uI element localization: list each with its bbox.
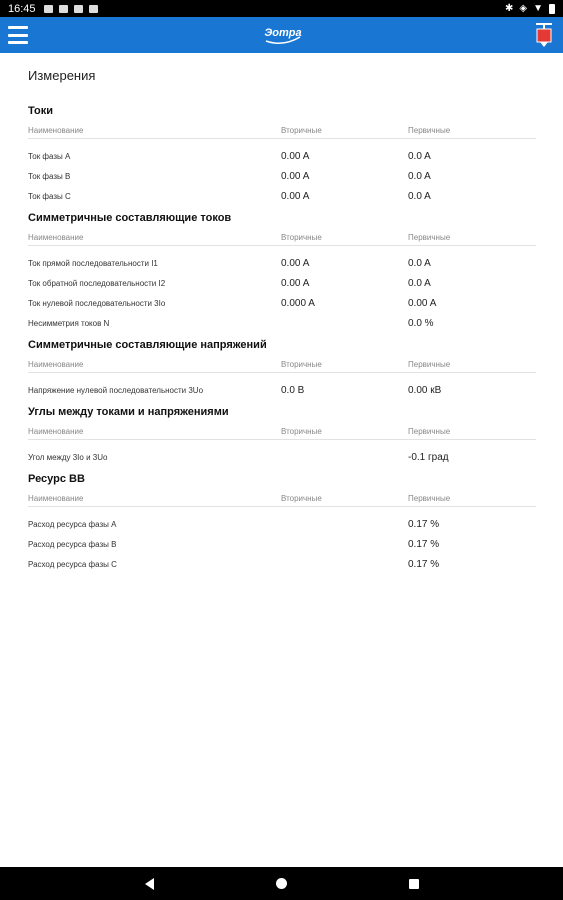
section-breaker-resource (28, 473, 535, 574)
row-primary: 0.17 % (408, 558, 440, 570)
section-title: Ресурс ВВ (28, 473, 85, 485)
table-header (28, 357, 536, 373)
section-current-symmetrical-components (28, 212, 535, 333)
row-primary: 0.17 % (408, 538, 440, 550)
row-secondary: 0.00 A (281, 170, 310, 182)
notification-icon (89, 5, 98, 13)
row-secondary: 0.000 A (281, 297, 315, 309)
col-primary-header: Первичные (408, 233, 451, 242)
col-secondary-header: Вторичные (281, 360, 322, 369)
app-logo (264, 25, 302, 45)
table-header (28, 424, 536, 440)
col-secondary-header: Вторичные (281, 233, 322, 242)
table-row (28, 293, 536, 313)
device-icon[interactable] (535, 21, 553, 49)
row-name: Ток обратной последовательности I2 (28, 278, 166, 288)
section-voltage-symmetrical-components (28, 339, 535, 400)
row-primary: 0.0 A (408, 190, 431, 202)
row-primary: 0.17 % (408, 518, 440, 530)
row-primary: 0.0 A (408, 277, 431, 289)
table-header (28, 230, 536, 246)
row-primary: 0.0 % (408, 317, 434, 329)
bluetooth-icon: ✱ (505, 3, 514, 14)
row-name: Напряжение нулевой последовательности 3Uo (28, 385, 204, 395)
row-name: Ток фазы A (28, 151, 71, 161)
notification-icon (74, 5, 83, 13)
status-time: 16:45 (8, 2, 36, 15)
page-title: Измерения (28, 68, 96, 83)
col-secondary-header: Вторичные (281, 494, 322, 503)
row-name: Ток фазы B (28, 171, 71, 181)
table-row (28, 534, 536, 554)
row-primary: 0.00 A (408, 297, 437, 309)
vibrate-icon: ◈ (519, 3, 528, 14)
measurements-page (0, 53, 563, 867)
status-icons (505, 3, 555, 14)
row-name: Угол между 3Io и 3Uo (28, 452, 108, 462)
row-primary: 0.0 A (408, 170, 431, 182)
row-secondary: 0.00 A (281, 257, 310, 269)
col-name-header: Наименование (28, 233, 84, 242)
home-icon[interactable] (276, 878, 287, 889)
logo-text: Эотра (264, 27, 302, 39)
col-primary-header: Первичные (408, 126, 451, 135)
section-title: Симметричные составляющие напряжений (28, 339, 267, 351)
row-name: Ток фазы C (28, 191, 71, 201)
table-header (28, 123, 536, 139)
table-row (28, 186, 536, 206)
col-primary-header: Первичные (408, 494, 451, 503)
table-row (28, 313, 536, 333)
row-primary: -0.1 град (408, 451, 449, 463)
table-row (28, 514, 536, 534)
row-secondary: 0.00 A (281, 190, 310, 202)
table-row (28, 253, 536, 273)
section-currents (28, 105, 535, 206)
row-primary: 0.0 A (408, 150, 431, 162)
section-title: Симметричные составляющие токов (28, 212, 232, 224)
row-name: Ток прямой последовательности I1 (28, 258, 158, 268)
row-secondary: 0.00 A (281, 150, 310, 162)
row-secondary: 0.0 B (281, 384, 305, 396)
row-name: Несимметрия токов N (28, 318, 110, 328)
table-row (28, 380, 536, 400)
col-name-header: Наименование (28, 126, 84, 135)
col-primary-header: Первичные (408, 427, 451, 436)
col-secondary-header: Вторичные (281, 427, 322, 436)
wifi-icon: ▼ (533, 3, 543, 14)
col-name-header: Наименование (28, 494, 84, 503)
col-name-header: Наименование (28, 360, 84, 369)
table-row (28, 146, 536, 166)
section-title: Углы между токами и напряжениями (28, 406, 229, 418)
battery-icon (549, 4, 555, 14)
col-primary-header: Первичные (408, 360, 451, 369)
notification-icon (59, 5, 68, 13)
row-name: Расход ресурса фазы C (28, 559, 117, 569)
section-title: Токи (28, 105, 54, 117)
col-name-header: Наименование (28, 427, 84, 436)
table-row (28, 447, 536, 467)
table-row (28, 554, 536, 574)
col-secondary-header: Вторичные (281, 126, 322, 135)
recents-icon[interactable] (409, 879, 419, 889)
row-primary: 0.00 кВ (408, 384, 442, 396)
status-bar (0, 0, 563, 17)
back-icon[interactable] (145, 878, 154, 890)
row-name: Ток нулевой последовательности 3Io (28, 298, 166, 308)
row-name: Расход ресурса фазы B (28, 539, 117, 549)
row-secondary: 0.00 A (281, 277, 310, 289)
app-bar (0, 17, 563, 53)
section-angles (28, 406, 535, 467)
notification-icon (44, 5, 53, 13)
table-row (28, 166, 536, 186)
row-name: Расход ресурса фазы A (28, 519, 117, 529)
table-row (28, 273, 536, 293)
system-nav-bar (0, 867, 563, 900)
table-header (28, 491, 536, 507)
menu-icon[interactable] (8, 26, 28, 44)
row-primary: 0.0 A (408, 257, 431, 269)
